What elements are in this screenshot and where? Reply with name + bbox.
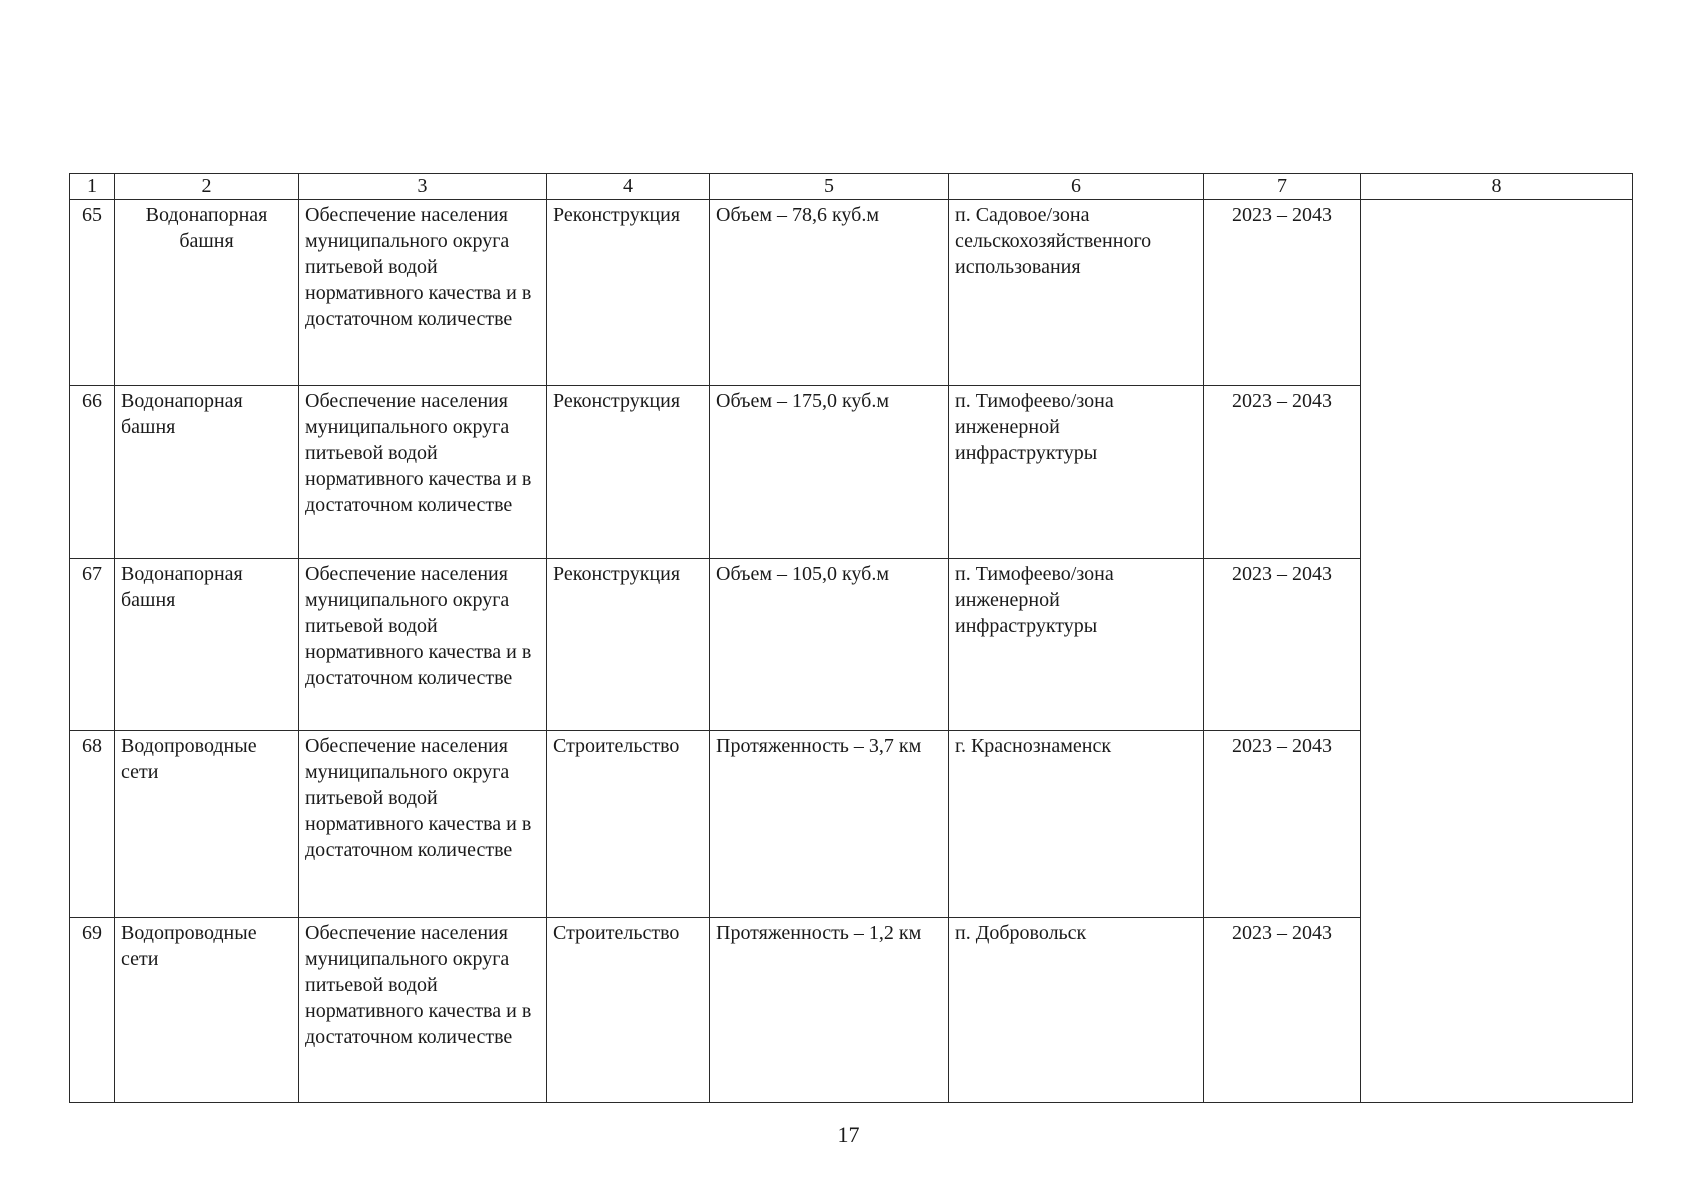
object-location: п. Добровольск: [949, 918, 1204, 1103]
work-type: Реконструкция: [547, 200, 710, 386]
object-location: г. Краснознаменск: [949, 731, 1204, 918]
object-purpose: Обеспечение населения муниципального округа питьевой водой нормативного качества и в достаточном количестве: [299, 200, 547, 386]
work-type: Строительство: [547, 731, 710, 918]
work-type: Строительство: [547, 918, 710, 1103]
header-cell-7: 7: [1204, 174, 1361, 200]
table-row: [70, 200, 1633, 386]
header-cell-5: 5: [710, 174, 949, 200]
object-purpose: Обеспечение населения муниципального округа питьевой водой нормативного качества и в достаточном количестве: [299, 386, 547, 559]
page-number: 17: [837, 1122, 860, 1147]
object-characteristics: Протяженность – 3,7 км: [710, 731, 949, 918]
object-name: Водопроводные сети: [115, 731, 299, 918]
implementation-period: 2023 – 2043: [1204, 918, 1361, 1103]
table-row: [70, 559, 1633, 731]
object-purpose: Обеспечение населения муниципального округа питьевой водой нормативного качества и в достаточном количестве: [299, 731, 547, 918]
implementation-period: 2023 – 2043: [1204, 559, 1361, 731]
header-cell-4: 4: [547, 174, 710, 200]
header-cell-8: 8: [1361, 174, 1633, 200]
header-cell-2: 2: [115, 174, 299, 200]
object-name: Водонапорная башня: [115, 200, 299, 386]
row-number: 65: [70, 200, 115, 386]
table-row: [70, 731, 1633, 918]
row-number: 69: [70, 918, 115, 1103]
note-cell: [1361, 200, 1633, 386]
table-row: [70, 386, 1633, 559]
object-location: п. Садовое/зона сельскохозяйственного использования: [949, 200, 1204, 386]
header-cell-3: 3: [299, 174, 547, 200]
implementation-period: 2023 – 2043: [1204, 731, 1361, 918]
object-purpose: Обеспечение населения муниципального округа питьевой водой нормативного качества и в достаточном количестве: [299, 918, 547, 1103]
planned-objects-table: [69, 173, 1633, 1103]
row-number: 67: [70, 559, 115, 731]
table-row: [70, 918, 1633, 1103]
object-characteristics: Объем – 175,0 куб.м: [710, 386, 949, 559]
row-number: 68: [70, 731, 115, 918]
object-characteristics: Протяженность – 1,2 км: [710, 918, 949, 1103]
work-type: Реконструкция: [547, 559, 710, 731]
implementation-period: 2023 – 2043: [1204, 200, 1361, 386]
note-cell: [1361, 386, 1633, 559]
implementation-period: 2023 – 2043: [1204, 386, 1361, 559]
object-location: п. Тимофеево/зона инженерной инфраструктуры: [949, 559, 1204, 731]
header-cell-6: 6: [949, 174, 1204, 200]
object-name: Водонапорная башня: [115, 386, 299, 559]
object-purpose: Обеспечение населения муниципального округа питьевой водой нормативного качества и в достаточном количестве: [299, 559, 547, 731]
row-number: 66: [70, 386, 115, 559]
object-name: Водонапорная башня: [115, 559, 299, 731]
object-location: п. Тимофеево/зона инженерной инфраструктуры: [949, 386, 1204, 559]
header-cell-1: 1: [70, 174, 115, 200]
object-characteristics: Объем – 105,0 куб.м: [710, 559, 949, 731]
note-cell: [1361, 918, 1633, 1103]
column-number-header-row: [70, 174, 1633, 200]
object-characteristics: Объем – 78,6 куб.м: [710, 200, 949, 386]
object-name: Водопроводные сети: [115, 918, 299, 1103]
note-cell: [1361, 559, 1633, 731]
work-type: Реконструкция: [547, 386, 710, 559]
note-cell: [1361, 731, 1633, 918]
